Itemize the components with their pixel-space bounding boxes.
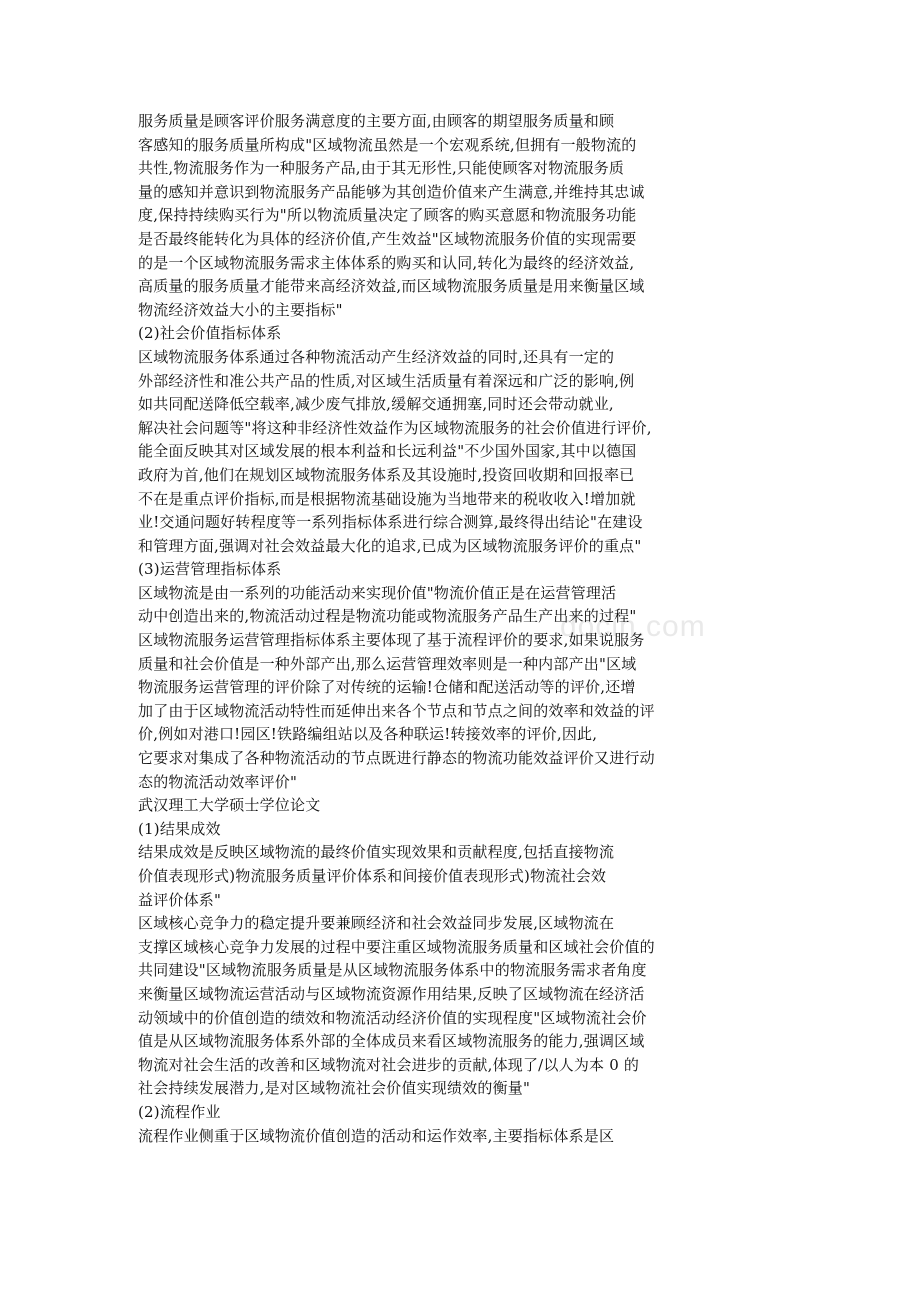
text-line: (1)结果成效 — [138, 819, 221, 838]
text-line: 业!交通问题好转程度等一系列指标体系进行综合测算,最终得出结论"在建设 — [138, 513, 643, 532]
text-line: 值是从区域物流服务体系外部的全体成员来看区域物流服务的能力,强调区域 — [138, 1032, 645, 1051]
text-line: 共性,物流服务作为一种服务产品,由于其无形性,只能使顾客对物流服务质 — [138, 159, 625, 178]
text-line: (2)流程作业 — [138, 1102, 221, 1121]
document-body — [138, 110, 698, 1148]
text-line: 来衡量区域物流运营活动与区域物流资源作用结果,反映了区域物流在经济活 — [138, 984, 645, 1003]
text-line: 动中创造出来的,物流活动过程是物流功能或物流服务产品生产出来的过程" — [138, 607, 637, 626]
text-line: 益评价体系" — [138, 890, 222, 909]
text-line: 价值表现形式)物流服务质量评价体系和间接价值表现形式)物流社会效 — [138, 867, 607, 885]
text-line: 支撑区域核心竞争力发展的过程中要注重区域物流服务质量和区域社会价值的 — [138, 937, 655, 956]
text-line: 量的感知并意识到物流服务产品能够为其创造价值来产生满意,并维持其忠诚 — [138, 182, 645, 201]
text-line: 能全面反映其对区域发展的根本利益和长远利益"不少国外国家,其中以德国 — [138, 442, 637, 461]
text-line: 区域物流是由一系列的功能活动来实现价值"物流价值正是在运营管理活 — [138, 583, 617, 602]
text-line: 区域物流服务体系通过各种物流活动产生经济效益的同时,还具有一定的 — [138, 347, 615, 366]
text-line: 是否最终能转化为具体的经济价值,产生效益"区域物流服务价值的实现需要 — [138, 229, 637, 248]
text-line: 高质量的服务质量才能带来高经济效益,而区域物流服务质量是用来衡量区域 — [138, 277, 645, 296]
text-line: 服务质量是顾客评价服务满意度的主要方面,由顾客的期望服务质量和顾 — [138, 112, 615, 130]
text-line: (3)运营管理指标体系 — [138, 560, 282, 579]
text-line: 质量和社会价值是一种外部产出,那么运营管理效率则是一种内部产出"区域 — [138, 654, 637, 673]
text-line: 物流经济效益大小的主要指标" — [138, 300, 343, 319]
text-line: 区域核心竞争力的稳定提升要兼顾经济和社会效益同步发展,区域物流在 — [138, 914, 615, 933]
text-line: 社会持续发展潜力,是对区域物流社会价值实现绩效的衡量" — [138, 1079, 531, 1098]
text-line: 政府为首,他们在规划区域物流服务体系及其设施时,投资回收期和回报率已 — [138, 465, 635, 484]
text-line: 外部经济性和准公共产品的性质,对区域生活质量有着深远和广泛的影响,例 — [138, 371, 635, 390]
text-line: 共同建设"区域物流服务质量是从区域物流服务体系中的物流服务需求者角度 — [138, 961, 647, 980]
text-line: 区域物流服务运营管理指标体系主要体现了基于流程评价的要求,如果说服务 — [138, 631, 645, 650]
text-line: 动领域中的价值创造的绩效和物流活动经济价值的实现程度"区域物流社会价 — [138, 1008, 647, 1027]
text-line: 加了由于区域物流活动特性而延伸出来各个节点和节点之间的效率和效益的评 — [138, 701, 655, 720]
text-line: 客感知的服务质量所构成"区域物流虽然是一个宏观系统,但拥有一般物流的 — [138, 135, 637, 154]
text-line: 度,保持持续购买行为"所以物流质量决定了顾客的购买意愿和物流服务功能 — [138, 206, 637, 225]
text-line: 物流服务运营管理的评价除了对传统的运输!仓储和配送活动等的评价,还增 — [138, 678, 636, 697]
text-line: 如共同配送降低空载率,减少废气排放,缓解交通拥塞,同时还会带动就业, — [138, 395, 614, 414]
text-line: 结果成效是反映区域物流的最终价值实现效果和贡献程度,包括直接物流 — [138, 843, 615, 862]
text-line: 的是一个区域物流服务需求主体体系的购买和认同,转化为最终的经济效益, — [138, 253, 635, 272]
text-line: 武汉理工大学硕士学位论文 — [138, 796, 321, 815]
text-line: 物流对社会生活的改善和区域物流对社会进步的贡献,体现了/以人为本 0 的 — [138, 1055, 640, 1074]
watermark: docin.com — [560, 610, 706, 643]
text-line: 不在是重点评价指标,而是根据物流基础设施为当地带来的税收收入!增加就 — [138, 489, 636, 508]
text-line: 流程作业侧重于区域物流价值创造的活动和运作效率,主要指标体系是区 — [138, 1126, 615, 1145]
text-line: 和管理方面,强调对社会效益最大化的追求,已成为区域物流服务评价的重点" — [138, 536, 642, 555]
text-line: 价,例如对港口!园区!铁路编组站以及各种联运!转接效率的评价,因此, — [138, 725, 598, 744]
text-line: 它要求对集成了各种物流活动的节点既进行静态的物流功能效益评价又进行动 — [138, 749, 655, 768]
text-line: (2)社会价值指标体系 — [138, 324, 282, 343]
text-line: 解决社会问题等"将这种非经济性效益作为区域物流服务的社会价值进行评价, — [138, 418, 652, 437]
text-line: 态的物流活动效率评价" — [138, 772, 298, 791]
